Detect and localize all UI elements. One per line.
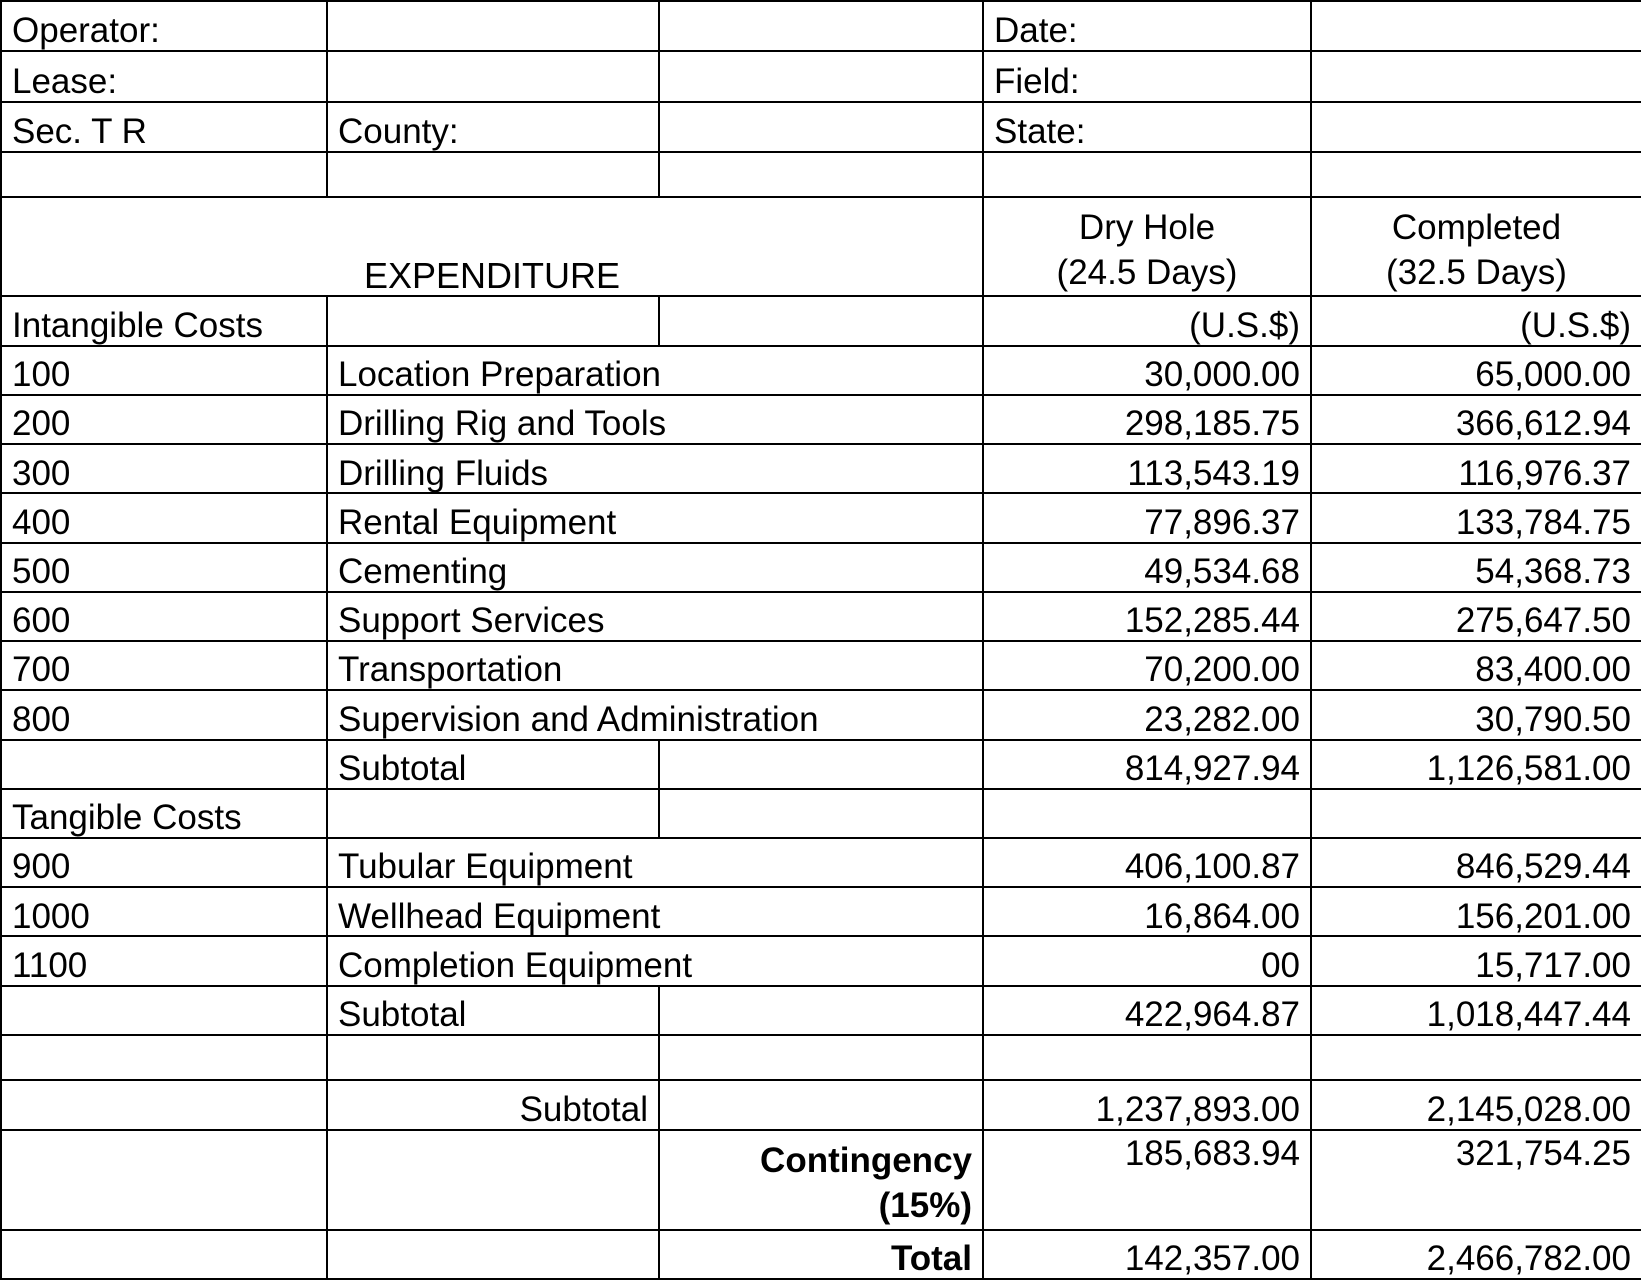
tangible-blank-4	[983, 789, 1311, 838]
intangible-subtotal-blank	[1, 740, 327, 789]
row-dry-hole-value: 113,543.19	[983, 444, 1311, 493]
table-row-tangible-section	[1, 789, 1641, 838]
table-row-lease	[1, 51, 1641, 101]
table-row	[1, 838, 1641, 887]
table-row-spacer-bottom	[1, 1035, 1641, 1080]
completed-currency: (U.S.$)	[1311, 296, 1641, 345]
spacer-cell-3	[659, 152, 983, 197]
row-description: Support Services	[327, 592, 983, 641]
row-dry-hole-value: 30,000.00	[983, 346, 1311, 395]
intangible-subtotal-dry-hole: 814,927.94	[983, 740, 1311, 789]
table-row-intangible-subtotal	[1, 740, 1641, 789]
row-dry-hole-value: 23,282.00	[983, 690, 1311, 739]
spacer-cell-4	[983, 152, 1311, 197]
table-row	[1, 887, 1641, 936]
table-row-intangible-section	[1, 296, 1641, 345]
tangible-blank-3	[659, 789, 983, 838]
intangible-blank-3	[659, 296, 983, 345]
row-code: 300	[1, 444, 327, 493]
grand-subtotal-label: Subtotal	[327, 1080, 659, 1130]
total-dry-hole: 142,357.00	[983, 1230, 1311, 1279]
contingency-completed: 321,754.25	[1311, 1130, 1641, 1230]
lease-value[interactable]	[327, 51, 659, 101]
spacer2-cell-1	[1, 1035, 327, 1080]
county-value[interactable]	[659, 102, 983, 152]
row-dry-hole-value: 298,185.75	[983, 395, 1311, 444]
table-row	[1, 493, 1641, 542]
table-row-spacer-top	[1, 152, 1641, 197]
row-completed-value: 133,784.75	[1311, 493, 1641, 542]
completed-days: (32.5 Days)	[1386, 252, 1567, 292]
completed-name: Completed	[1391, 207, 1562, 247]
table-row	[1, 641, 1641, 690]
page-title: EXPENDITURE	[1, 197, 983, 297]
contingency-percent-label: (15%)	[878, 1186, 972, 1226]
row-completed-value: 83,400.00	[1311, 641, 1641, 690]
total-blank-2	[327, 1230, 659, 1279]
table-row	[1, 444, 1641, 493]
row-dry-hole-value: 77,896.37	[983, 493, 1311, 542]
row-code: 1000	[1, 887, 327, 936]
column-header-completed	[1311, 197, 1641, 297]
state-value[interactable]	[1311, 102, 1641, 152]
row-code: 500	[1, 543, 327, 592]
operator-label: Operator:	[1, 1, 327, 51]
intangible-subtotal-completed: 1,126,581.00	[1311, 740, 1641, 789]
table-row-sec-county	[1, 102, 1641, 152]
row-description: Transportation	[327, 641, 983, 690]
tangible-subtotal-completed: 1,018,447.44	[1311, 986, 1641, 1035]
row-completed-value: 65,000.00	[1311, 346, 1641, 395]
contingency-dry-hole: 185,683.94	[983, 1130, 1311, 1230]
row-completed-value: 275,647.50	[1311, 592, 1641, 641]
state-label: State:	[983, 102, 1311, 152]
tangible-subtotal-blank	[1, 986, 327, 1035]
total-completed: 2,466,782.00	[1311, 1230, 1641, 1279]
row-description: Supervision and Administration	[327, 690, 983, 739]
row-completed-value: 30,790.50	[1311, 690, 1641, 739]
row-code: 800	[1, 690, 327, 739]
row-dry-hole-value: 49,534.68	[983, 543, 1311, 592]
date-value[interactable]	[1311, 1, 1641, 51]
row-code: 700	[1, 641, 327, 690]
row-description: Wellhead Equipment	[327, 887, 983, 936]
table-row	[1, 395, 1641, 444]
grand-subtotal-dry-hole: 1,237,893.00	[983, 1080, 1311, 1130]
row-code: 1100	[1, 936, 327, 985]
spacer-cell-5	[1311, 152, 1641, 197]
row-completed-value: 366,612.94	[1311, 395, 1641, 444]
row-code: 400	[1, 493, 327, 542]
table-row-expenditure-header	[1, 197, 1641, 297]
grand-subtotal-completed: 2,145,028.00	[1311, 1080, 1641, 1130]
field-value[interactable]	[1311, 51, 1641, 101]
intangible-blank-2	[327, 296, 659, 345]
row-completed-value: 15,717.00	[1311, 936, 1641, 985]
tangible-subtotal-label: Subtotal	[327, 986, 659, 1035]
dry-hole-currency: (U.S.$)	[983, 296, 1311, 345]
sec-township-range-label: Sec. T R	[1, 102, 327, 152]
contingency-blank-2	[327, 1130, 659, 1230]
tangible-subtotal-dry-hole: 422,964.87	[983, 986, 1311, 1035]
operator-value[interactable]	[327, 1, 659, 51]
row-description: Drilling Fluids	[327, 444, 983, 493]
spacer-cell-1	[1, 152, 327, 197]
table-row-contingency	[1, 1130, 1641, 1230]
total-blank-1	[1, 1230, 327, 1279]
tangible-blank-2	[327, 789, 659, 838]
table-row-grand-subtotal	[1, 1080, 1641, 1130]
row-code: 900	[1, 838, 327, 887]
operator-value-ext[interactable]	[659, 1, 983, 51]
table-row-total	[1, 1230, 1641, 1279]
row-dry-hole-value: 00	[983, 936, 1311, 985]
row-description: Completion Equipment	[327, 936, 983, 985]
row-description: Rental Equipment	[327, 493, 983, 542]
table-row-operator	[1, 1, 1641, 51]
lease-label: Lease:	[1, 51, 327, 101]
row-code: 600	[1, 592, 327, 641]
table-row	[1, 690, 1641, 739]
spacer2-cell-3	[659, 1035, 983, 1080]
lease-value-ext[interactable]	[659, 51, 983, 101]
row-description: Tubular Equipment	[327, 838, 983, 887]
section-label-tangible: Tangible Costs	[1, 789, 327, 838]
intangible-subtotal-label: Subtotal	[327, 740, 659, 789]
section-label-intangible: Intangible Costs	[1, 296, 327, 345]
tangible-subtotal-blank-3	[659, 986, 983, 1035]
row-code: 200	[1, 395, 327, 444]
contingency-label: Contingency	[760, 1140, 972, 1180]
table-row	[1, 346, 1641, 395]
row-description: Location Preparation	[327, 346, 983, 395]
row-dry-hole-value: 70,200.00	[983, 641, 1311, 690]
row-dry-hole-value: 406,100.87	[983, 838, 1311, 887]
spacer2-cell-5	[1311, 1035, 1641, 1080]
table-row	[1, 543, 1641, 592]
tangible-blank-5	[1311, 789, 1641, 838]
contingency-blank-1	[1, 1130, 327, 1230]
total-label: Total	[659, 1230, 983, 1279]
table-row	[1, 592, 1641, 641]
row-description: Drilling Rig and Tools	[327, 395, 983, 444]
spacer-cell-2	[327, 152, 659, 197]
row-dry-hole-value: 16,864.00	[983, 887, 1311, 936]
intangible-subtotal-blank-3	[659, 740, 983, 789]
dry-hole-days: (24.5 Days)	[1056, 252, 1238, 292]
row-code: 100	[1, 346, 327, 395]
spacer2-cell-4	[983, 1035, 1311, 1080]
table-row-tangible-subtotal	[1, 986, 1641, 1035]
row-completed-value: 54,368.73	[1311, 543, 1641, 592]
field-label: Field:	[983, 51, 1311, 101]
county-label: County:	[327, 102, 659, 152]
row-description: Cementing	[327, 543, 983, 592]
contingency-label-cell	[659, 1130, 983, 1230]
row-dry-hole-value: 152,285.44	[983, 592, 1311, 641]
column-header-dry-hole	[983, 197, 1311, 297]
date-label: Date:	[983, 1, 1311, 51]
spacer2-cell-2	[327, 1035, 659, 1080]
grand-subtotal-blank-3	[659, 1080, 983, 1130]
row-completed-value: 116,976.37	[1311, 444, 1641, 493]
row-completed-value: 156,201.00	[1311, 887, 1641, 936]
row-completed-value: 846,529.44	[1311, 838, 1641, 887]
dry-hole-name: Dry Hole	[1078, 207, 1216, 247]
grand-subtotal-blank	[1, 1080, 327, 1130]
table-row	[1, 936, 1641, 985]
